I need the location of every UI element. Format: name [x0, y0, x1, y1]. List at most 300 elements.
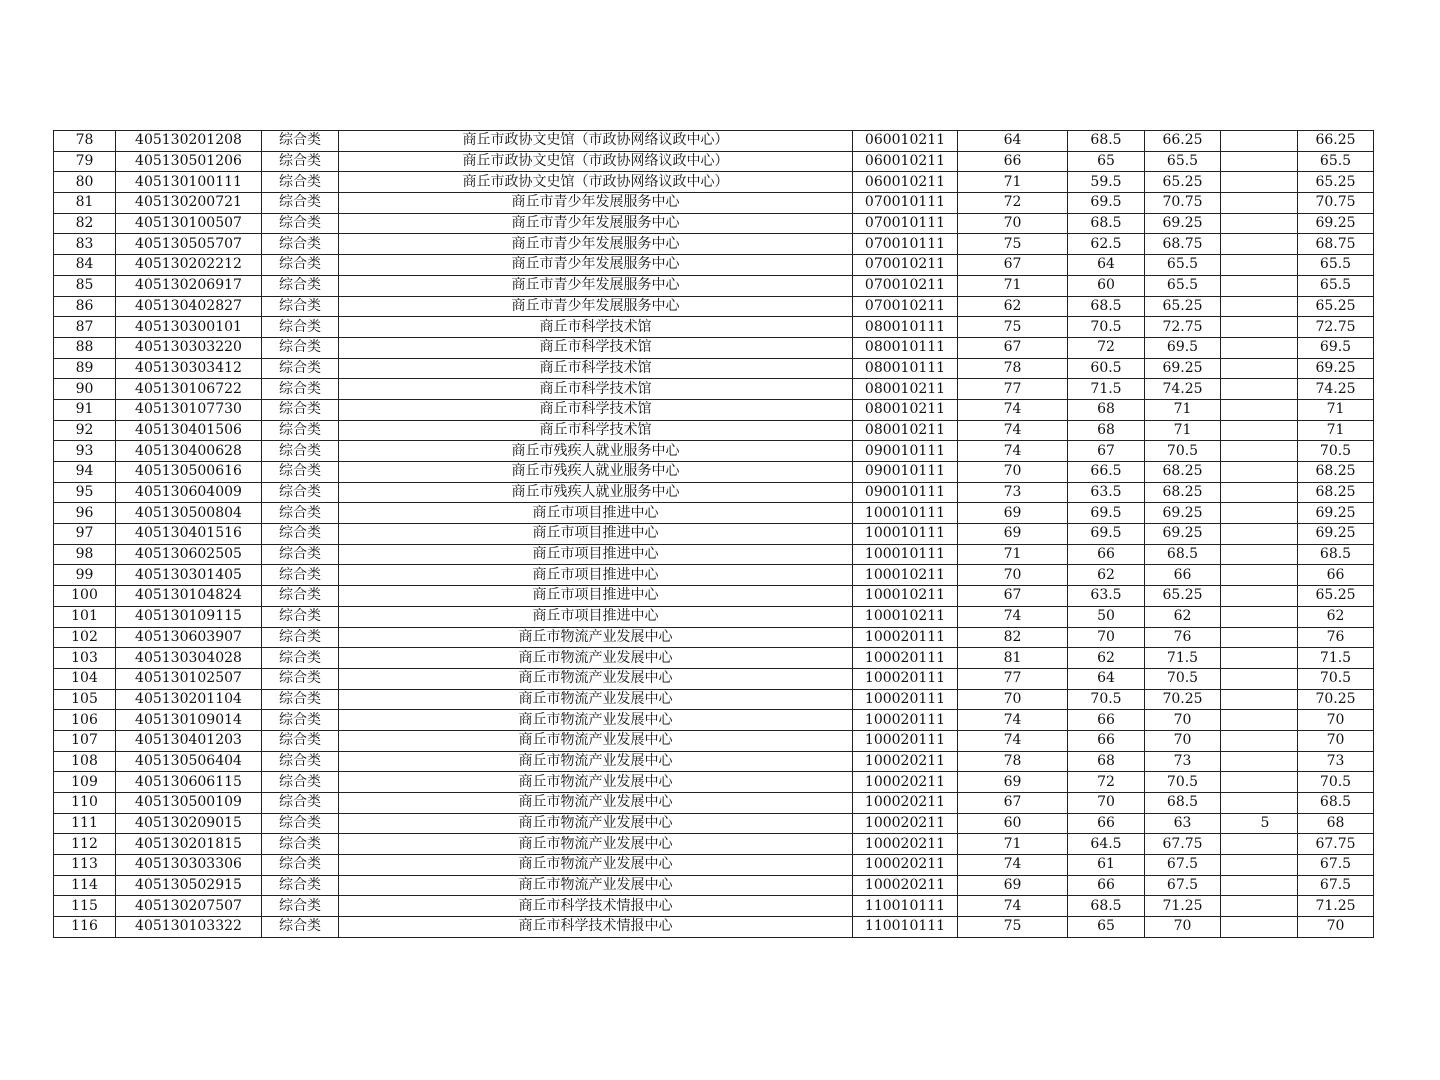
- position-code-cell: 080010111: [853, 337, 958, 358]
- total-score-cell: 71: [1145, 420, 1221, 441]
- written-score-cell: 67: [958, 255, 1068, 276]
- total-score-cell: 68.25: [1145, 482, 1221, 503]
- seq-cell: 86: [54, 296, 116, 317]
- seq-cell: 94: [54, 462, 116, 483]
- seq-cell: 105: [54, 689, 116, 710]
- category-cell: 综合类: [262, 503, 339, 524]
- seq-cell: 97: [54, 524, 116, 545]
- interview-score-cell: 65: [1068, 151, 1145, 172]
- total-score-cell: 66: [1145, 565, 1221, 586]
- table-row: [54, 544, 1374, 565]
- interview-score-cell: 70.5: [1068, 317, 1145, 338]
- table-row: [54, 172, 1374, 193]
- category-cell: 综合类: [262, 730, 339, 751]
- table-row: [54, 193, 1374, 214]
- position-code-cell: 100020211: [853, 855, 958, 876]
- position-code-cell: 070010211: [853, 255, 958, 276]
- bonus-cell: [1221, 337, 1298, 358]
- position-code-cell: 090010111: [853, 462, 958, 483]
- employer-cell: 商丘市政协文史馆（市政协网络议政中心）: [339, 172, 853, 193]
- final-score-cell: 66: [1298, 565, 1374, 586]
- position-code-cell: 100020111: [853, 648, 958, 669]
- seq-cell: 107: [54, 730, 116, 751]
- position-code-cell: 100020211: [853, 751, 958, 772]
- employer-cell: 商丘市物流产业发展中心: [339, 730, 853, 751]
- total-score-cell: 69.25: [1145, 524, 1221, 545]
- position-code-cell: 100010111: [853, 503, 958, 524]
- exam-id-cell: 405130501206: [116, 151, 262, 172]
- written-score-cell: 67: [958, 793, 1068, 814]
- total-score-cell: 70.75: [1145, 193, 1221, 214]
- written-score-cell: 71: [958, 172, 1068, 193]
- category-cell: 综合类: [262, 151, 339, 172]
- employer-cell: 商丘市青少年发展服务中心: [339, 296, 853, 317]
- bonus-cell: [1221, 917, 1298, 938]
- position-code-cell: 100010111: [853, 544, 958, 565]
- category-cell: 综合类: [262, 420, 339, 441]
- bonus-cell: [1221, 399, 1298, 420]
- seq-cell: 100: [54, 586, 116, 607]
- employer-cell: 商丘市物流产业发展中心: [339, 855, 853, 876]
- bonus-cell: [1221, 834, 1298, 855]
- employer-cell: 商丘市科学技术馆: [339, 337, 853, 358]
- position-code-cell: 080010211: [853, 399, 958, 420]
- interview-score-cell: 66: [1068, 875, 1145, 896]
- seq-cell: 87: [54, 317, 116, 338]
- interview-score-cell: 72: [1068, 772, 1145, 793]
- total-score-cell: 72.75: [1145, 317, 1221, 338]
- table-row: [54, 503, 1374, 524]
- bonus-cell: [1221, 275, 1298, 296]
- bonus-cell: [1221, 131, 1298, 152]
- exam-id-cell: 405130100507: [116, 213, 262, 234]
- category-cell: 综合类: [262, 131, 339, 152]
- table-row: [54, 524, 1374, 545]
- table-row: [54, 379, 1374, 400]
- exam-id-cell: 405130106722: [116, 379, 262, 400]
- position-code-cell: 070010211: [853, 296, 958, 317]
- seq-cell: 85: [54, 275, 116, 296]
- total-score-cell: 76: [1145, 627, 1221, 648]
- total-score-cell: 65.25: [1145, 296, 1221, 317]
- written-score-cell: 75: [958, 917, 1068, 938]
- table-row: [54, 275, 1374, 296]
- seq-cell: 113: [54, 855, 116, 876]
- employer-cell: 商丘市科学技术馆: [339, 420, 853, 441]
- final-score-cell: 70.5: [1298, 441, 1374, 462]
- exam-id-cell: 405130602505: [116, 544, 262, 565]
- position-code-cell: 090010111: [853, 441, 958, 462]
- category-cell: 综合类: [262, 606, 339, 627]
- table-row: [54, 689, 1374, 710]
- seq-cell: 78: [54, 131, 116, 152]
- interview-score-cell: 68.5: [1068, 296, 1145, 317]
- table-row: [54, 399, 1374, 420]
- seq-cell: 91: [54, 399, 116, 420]
- seq-cell: 98: [54, 544, 116, 565]
- exam-id-cell: 405130109014: [116, 710, 262, 731]
- table-row: [54, 813, 1374, 834]
- table-row: [54, 917, 1374, 938]
- position-code-cell: 100020211: [853, 772, 958, 793]
- seq-cell: 84: [54, 255, 116, 276]
- category-cell: 综合类: [262, 296, 339, 317]
- final-score-cell: 69.5: [1298, 337, 1374, 358]
- employer-cell: 商丘市项目推进中心: [339, 544, 853, 565]
- total-score-cell: 67.5: [1145, 855, 1221, 876]
- exam-id-cell: 405130402827: [116, 296, 262, 317]
- interview-score-cell: 65: [1068, 917, 1145, 938]
- seq-cell: 82: [54, 213, 116, 234]
- category-cell: 综合类: [262, 544, 339, 565]
- table-row: [54, 586, 1374, 607]
- total-score-cell: 68.25: [1145, 462, 1221, 483]
- written-score-cell: 71: [958, 275, 1068, 296]
- bonus-cell: [1221, 193, 1298, 214]
- exam-id-cell: 405130207507: [116, 896, 262, 917]
- interview-score-cell: 62: [1068, 565, 1145, 586]
- final-score-cell: 72.75: [1298, 317, 1374, 338]
- final-score-cell: 69.25: [1298, 358, 1374, 379]
- total-score-cell: 70.5: [1145, 441, 1221, 462]
- category-cell: 综合类: [262, 213, 339, 234]
- final-score-cell: 71: [1298, 420, 1374, 441]
- category-cell: 综合类: [262, 896, 339, 917]
- table-row: [54, 420, 1374, 441]
- employer-cell: 商丘市物流产业发展中心: [339, 813, 853, 834]
- written-score-cell: 69: [958, 503, 1068, 524]
- total-score-cell: 68.5: [1145, 544, 1221, 565]
- table-row: [54, 131, 1374, 152]
- total-score-cell: 66.25: [1145, 131, 1221, 152]
- bonus-cell: [1221, 441, 1298, 462]
- final-score-cell: 69.25: [1298, 213, 1374, 234]
- interview-score-cell: 50: [1068, 606, 1145, 627]
- final-score-cell: 74.25: [1298, 379, 1374, 400]
- seq-cell: 103: [54, 648, 116, 669]
- employer-cell: 商丘市残疾人就业服务中心: [339, 482, 853, 503]
- written-score-cell: 75: [958, 234, 1068, 255]
- written-score-cell: 60: [958, 813, 1068, 834]
- written-score-cell: 71: [958, 544, 1068, 565]
- total-score-cell: 71.5: [1145, 648, 1221, 669]
- written-score-cell: 74: [958, 606, 1068, 627]
- exam-id-cell: 405130104824: [116, 586, 262, 607]
- employer-cell: 商丘市项目推进中心: [339, 503, 853, 524]
- interview-score-cell: 70.5: [1068, 689, 1145, 710]
- table-row: [54, 441, 1374, 462]
- seq-cell: 88: [54, 337, 116, 358]
- final-score-cell: 70.5: [1298, 772, 1374, 793]
- position-code-cell: 060010211: [853, 131, 958, 152]
- position-code-cell: 070010111: [853, 234, 958, 255]
- bonus-cell: [1221, 586, 1298, 607]
- written-score-cell: 81: [958, 648, 1068, 669]
- total-score-cell: 74.25: [1145, 379, 1221, 400]
- written-score-cell: 70: [958, 565, 1068, 586]
- category-cell: 综合类: [262, 668, 339, 689]
- table-row: [54, 730, 1374, 751]
- seq-cell: 95: [54, 482, 116, 503]
- employer-cell: 商丘市青少年发展服务中心: [339, 234, 853, 255]
- bonus-cell: 5: [1221, 813, 1298, 834]
- final-score-cell: 68.5: [1298, 544, 1374, 565]
- table-row: [54, 751, 1374, 772]
- exam-id-cell: 405130201208: [116, 131, 262, 152]
- bonus-cell: [1221, 896, 1298, 917]
- final-score-cell: 70: [1298, 917, 1374, 938]
- interview-score-cell: 68.5: [1068, 896, 1145, 917]
- bonus-cell: [1221, 668, 1298, 689]
- interview-score-cell: 66: [1068, 730, 1145, 751]
- employer-cell: 商丘市青少年发展服务中心: [339, 275, 853, 296]
- written-score-cell: 74: [958, 441, 1068, 462]
- interview-score-cell: 66: [1068, 544, 1145, 565]
- final-score-cell: 70.5: [1298, 668, 1374, 689]
- total-score-cell: 71.25: [1145, 896, 1221, 917]
- written-score-cell: 70: [958, 213, 1068, 234]
- position-code-cell: 100020211: [853, 813, 958, 834]
- bonus-cell: [1221, 544, 1298, 565]
- bonus-cell: [1221, 255, 1298, 276]
- table-body: [54, 131, 1374, 938]
- position-code-cell: 070010211: [853, 275, 958, 296]
- interview-score-cell: 64: [1068, 668, 1145, 689]
- bonus-cell: [1221, 358, 1298, 379]
- exam-id-cell: 405130606115: [116, 772, 262, 793]
- bonus-cell: [1221, 689, 1298, 710]
- final-score-cell: 76: [1298, 627, 1374, 648]
- interview-score-cell: 64: [1068, 255, 1145, 276]
- written-score-cell: 74: [958, 710, 1068, 731]
- position-code-cell: 100010111: [853, 524, 958, 545]
- employer-cell: 商丘市物流产业发展中心: [339, 751, 853, 772]
- employer-cell: 商丘市物流产业发展中心: [339, 668, 853, 689]
- final-score-cell: 68: [1298, 813, 1374, 834]
- category-cell: 综合类: [262, 772, 339, 793]
- position-code-cell: 100020111: [853, 710, 958, 731]
- table-row: [54, 793, 1374, 814]
- interview-score-cell: 61: [1068, 855, 1145, 876]
- position-code-cell: 060010211: [853, 151, 958, 172]
- table-row: [54, 875, 1374, 896]
- bonus-cell: [1221, 462, 1298, 483]
- position-code-cell: 080010111: [853, 358, 958, 379]
- interview-score-cell: 69.5: [1068, 193, 1145, 214]
- written-score-cell: 74: [958, 399, 1068, 420]
- table-row: [54, 255, 1374, 276]
- written-score-cell: 69: [958, 875, 1068, 896]
- total-score-cell: 62: [1145, 606, 1221, 627]
- employer-cell: 商丘市物流产业发展中心: [339, 648, 853, 669]
- category-cell: 综合类: [262, 317, 339, 338]
- bonus-cell: [1221, 565, 1298, 586]
- written-score-cell: 70: [958, 689, 1068, 710]
- seq-cell: 104: [54, 668, 116, 689]
- total-score-cell: 70: [1145, 710, 1221, 731]
- category-cell: 综合类: [262, 234, 339, 255]
- exam-id-cell: 405130100111: [116, 172, 262, 193]
- exam-id-cell: 405130401203: [116, 730, 262, 751]
- seq-cell: 80: [54, 172, 116, 193]
- position-code-cell: 100020111: [853, 730, 958, 751]
- employer-cell: 商丘市残疾人就业服务中心: [339, 441, 853, 462]
- category-cell: 综合类: [262, 855, 339, 876]
- interview-score-cell: 67: [1068, 441, 1145, 462]
- bonus-cell: [1221, 213, 1298, 234]
- written-score-cell: 67: [958, 586, 1068, 607]
- category-cell: 综合类: [262, 751, 339, 772]
- final-score-cell: 65.25: [1298, 296, 1374, 317]
- employer-cell: 商丘市青少年发展服务中心: [339, 255, 853, 276]
- written-score-cell: 82: [958, 627, 1068, 648]
- bonus-cell: [1221, 730, 1298, 751]
- total-score-cell: 69.25: [1145, 358, 1221, 379]
- exam-id-cell: 405130401516: [116, 524, 262, 545]
- employer-cell: 商丘市项目推进中心: [339, 565, 853, 586]
- table-row: [54, 462, 1374, 483]
- bonus-cell: [1221, 751, 1298, 772]
- exam-id-cell: 405130400628: [116, 441, 262, 462]
- written-score-cell: 71: [958, 834, 1068, 855]
- total-score-cell: 69.25: [1145, 213, 1221, 234]
- exam-id-cell: 405130603907: [116, 627, 262, 648]
- total-score-cell: 71: [1145, 399, 1221, 420]
- bonus-cell: [1221, 151, 1298, 172]
- position-code-cell: 100010211: [853, 606, 958, 627]
- category-cell: 综合类: [262, 358, 339, 379]
- written-score-cell: 67: [958, 337, 1068, 358]
- final-score-cell: 62: [1298, 606, 1374, 627]
- exam-id-cell: 405130303220: [116, 337, 262, 358]
- written-score-cell: 74: [958, 855, 1068, 876]
- category-cell: 综合类: [262, 648, 339, 669]
- position-code-cell: 070010111: [853, 213, 958, 234]
- employer-cell: 商丘市科学技术馆: [339, 379, 853, 400]
- employer-cell: 商丘市政协文史馆（市政协网络议政中心）: [339, 131, 853, 152]
- total-score-cell: 70.5: [1145, 772, 1221, 793]
- category-cell: 综合类: [262, 399, 339, 420]
- seq-cell: 116: [54, 917, 116, 938]
- table-row: [54, 668, 1374, 689]
- seq-cell: 89: [54, 358, 116, 379]
- final-score-cell: 65.5: [1298, 151, 1374, 172]
- written-score-cell: 75: [958, 317, 1068, 338]
- table-row: [54, 213, 1374, 234]
- final-score-cell: 68.5: [1298, 793, 1374, 814]
- final-score-cell: 69.25: [1298, 503, 1374, 524]
- table-row: [54, 606, 1374, 627]
- total-score-cell: 68.5: [1145, 793, 1221, 814]
- category-cell: 综合类: [262, 441, 339, 462]
- final-score-cell: 70: [1298, 710, 1374, 731]
- final-score-cell: 70: [1298, 730, 1374, 751]
- position-code-cell: 100010211: [853, 586, 958, 607]
- category-cell: 综合类: [262, 379, 339, 400]
- total-score-cell: 67.75: [1145, 834, 1221, 855]
- final-score-cell: 65.5: [1298, 275, 1374, 296]
- written-score-cell: 62: [958, 296, 1068, 317]
- table-row: [54, 627, 1374, 648]
- seq-cell: 96: [54, 503, 116, 524]
- total-score-cell: 73: [1145, 751, 1221, 772]
- seq-cell: 83: [54, 234, 116, 255]
- written-score-cell: 77: [958, 379, 1068, 400]
- written-score-cell: 74: [958, 420, 1068, 441]
- exam-id-cell: 405130303412: [116, 358, 262, 379]
- final-score-cell: 70.25: [1298, 689, 1374, 710]
- written-score-cell: 69: [958, 772, 1068, 793]
- category-cell: 综合类: [262, 193, 339, 214]
- table-row: [54, 834, 1374, 855]
- exam-id-cell: 405130206917: [116, 275, 262, 296]
- interview-score-cell: 60.5: [1068, 358, 1145, 379]
- exam-id-cell: 405130304028: [116, 648, 262, 669]
- seq-cell: 99: [54, 565, 116, 586]
- employer-cell: 商丘市青少年发展服务中心: [339, 213, 853, 234]
- final-score-cell: 71.25: [1298, 896, 1374, 917]
- seq-cell: 101: [54, 606, 116, 627]
- seq-cell: 106: [54, 710, 116, 731]
- total-score-cell: 63: [1145, 813, 1221, 834]
- total-score-cell: 70.5: [1145, 668, 1221, 689]
- total-score-cell: 65.25: [1145, 172, 1221, 193]
- written-score-cell: 74: [958, 896, 1068, 917]
- employer-cell: 商丘市项目推进中心: [339, 524, 853, 545]
- table-row: [54, 151, 1374, 172]
- category-cell: 综合类: [262, 565, 339, 586]
- total-score-cell: 69.25: [1145, 503, 1221, 524]
- employer-cell: 商丘市青少年发展服务中心: [339, 193, 853, 214]
- seq-cell: 108: [54, 751, 116, 772]
- final-score-cell: 68.75: [1298, 234, 1374, 255]
- seq-cell: 102: [54, 627, 116, 648]
- final-score-cell: 71.5: [1298, 648, 1374, 669]
- total-score-cell: 67.5: [1145, 875, 1221, 896]
- interview-score-cell: 68: [1068, 420, 1145, 441]
- final-score-cell: 67.5: [1298, 875, 1374, 896]
- bonus-cell: [1221, 317, 1298, 338]
- exam-id-cell: 405130505707: [116, 234, 262, 255]
- interview-score-cell: 71.5: [1068, 379, 1145, 400]
- position-code-cell: 100020211: [853, 793, 958, 814]
- table-row: [54, 296, 1374, 317]
- table-row: [54, 648, 1374, 669]
- exam-id-cell: 405130500804: [116, 503, 262, 524]
- position-code-cell: 070010111: [853, 193, 958, 214]
- seq-cell: 111: [54, 813, 116, 834]
- exam-id-cell: 405130200721: [116, 193, 262, 214]
- interview-score-cell: 68: [1068, 399, 1145, 420]
- final-score-cell: 67.5: [1298, 855, 1374, 876]
- final-score-cell: 69.25: [1298, 524, 1374, 545]
- position-code-cell: 100020111: [853, 627, 958, 648]
- total-score-cell: 70: [1145, 917, 1221, 938]
- written-score-cell: 70: [958, 462, 1068, 483]
- final-score-cell: 65.25: [1298, 586, 1374, 607]
- exam-id-cell: 405130500109: [116, 793, 262, 814]
- interview-score-cell: 59.5: [1068, 172, 1145, 193]
- seq-cell: 81: [54, 193, 116, 214]
- bonus-cell: [1221, 648, 1298, 669]
- bonus-cell: [1221, 172, 1298, 193]
- exam-id-cell: 405130109115: [116, 606, 262, 627]
- final-score-cell: 68.25: [1298, 462, 1374, 483]
- exam-id-cell: 405130103322: [116, 917, 262, 938]
- employer-cell: 商丘市科学技术情报中心: [339, 896, 853, 917]
- category-cell: 综合类: [262, 482, 339, 503]
- seq-cell: 114: [54, 875, 116, 896]
